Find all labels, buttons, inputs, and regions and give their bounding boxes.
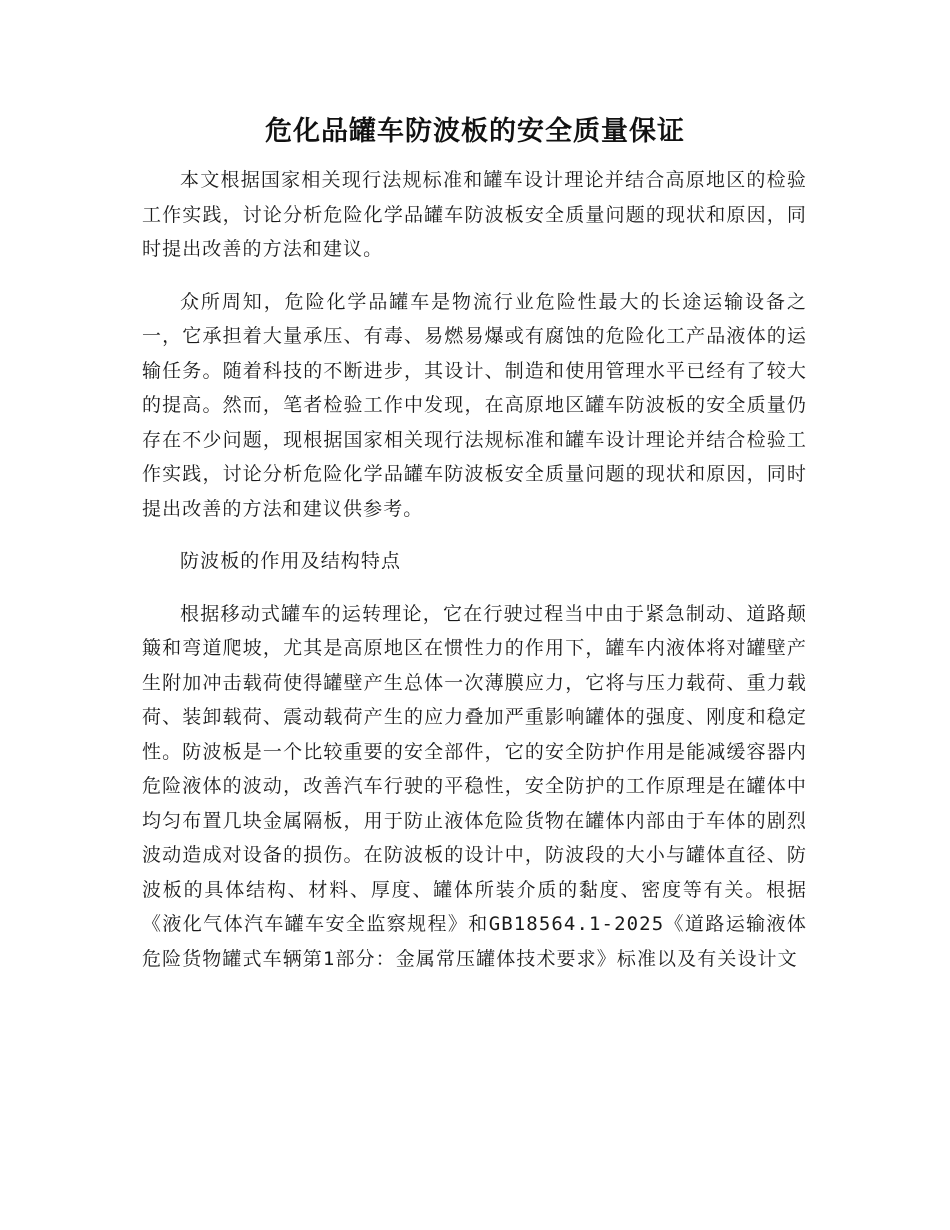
paragraph-introduction: 众所周知，危险化学品罐车是物流行业危险性最大的长途运输设备之一，它承担着大量承压、有毒、易燃易爆或有腐蚀的危险化工产品液体的运输任务。随着科技的不断进步，其设计、制造和使用管理水平已经有了较大的提高。然而，笔者检验工作中发现，在高原地区罐车防波板的安全质量仍存在不少问题，现根据国家相关现行法规标准和罐车设计理论并结合检验工作实践，讨论分析危险化学品罐车防波板安全质量问题的现状和原因，同时提出改善的方法和建议供参考。: [142, 290, 807, 520]
section-heading: 防波板的作用及结构特点: [180, 550, 402, 572]
paragraph-function-structure: 根据移动式罐车的运转理论，它在行驶过程当中由于紧急制动、道路颠簸和弯道爬坡，尤其是高原地区在惯性力的作用下，罐车内液体将对罐壁产生附加冲击载荷使得罐壁产生总体一次薄膜应力，它将与压力载荷、重力载荷、装卸载荷、震动载荷产生的应力叠加严重影响罐体的强度、刚度和稳定性。防波板是一个比较重要的安全部件，它的安全防护作用是能减缓容器内危险液体的波动，改善汽车行驶的平稳性，安全防护的工作原理是在罐体中均匀布置几块金属隔板，用于防止液体危险货物在罐体内部由于车体的剧烈波动造成对设备的损伤。在防波板的设计中，防波段的大小与罐体直径、防波板的具体结构、材料、厚度、罐体所装介质的黏度、密度等有关。根据《液化气体汽车罐车安全监察规程》和GB18564.1-2025《道路运输液体危险货物罐式车辆第1部分：金属常压罐体技术要求》标准以及有关设计文: [142, 602, 807, 970]
document-title: 危化品罐车防波板的安全质量保证: [265, 116, 685, 147]
document-body: [142, 163, 807, 994]
paragraph-abstract: 本文根据国家相关现行法规标准和罐车设计理论并结合高原地区的检验工作实践，讨论分析危险化学品罐车防波板安全质量问题的现状和原因，同时提出改善的方法和建议。: [142, 169, 807, 260]
